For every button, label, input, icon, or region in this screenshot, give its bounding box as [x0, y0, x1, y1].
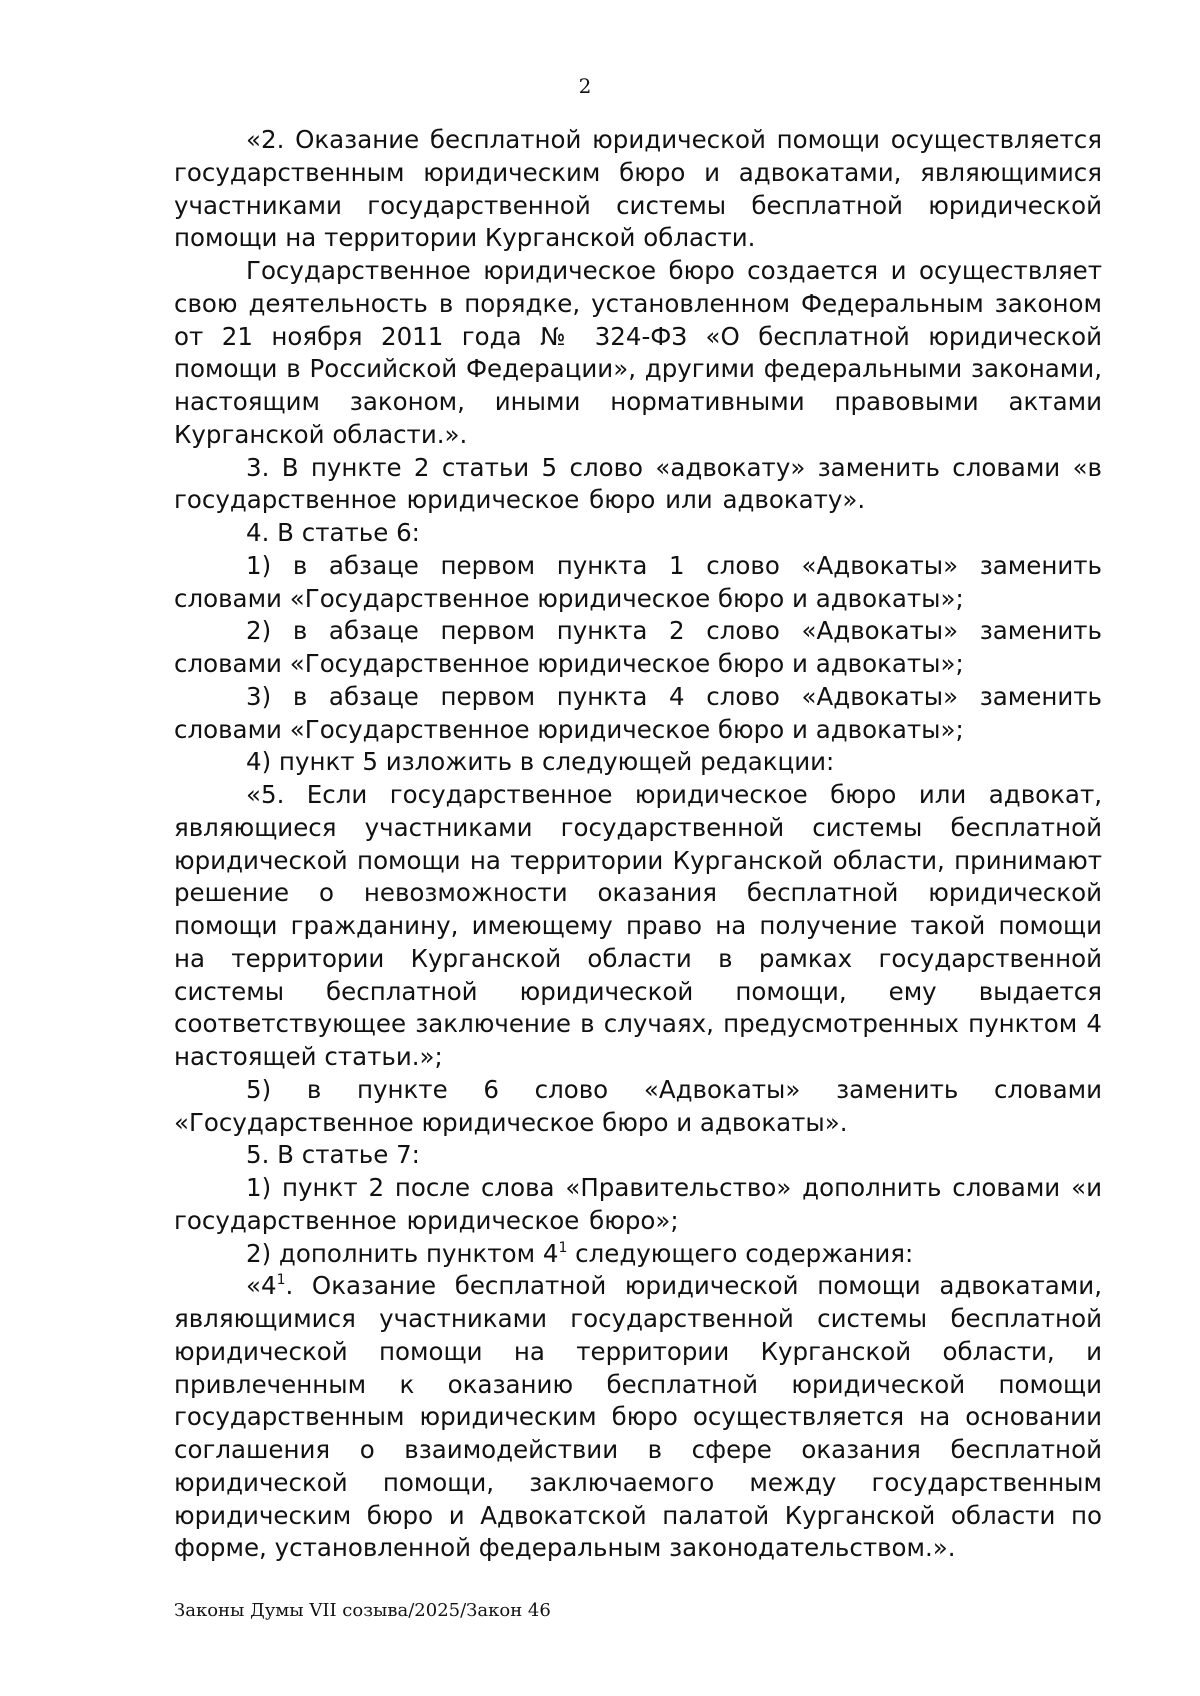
paragraph-item-3: 3. В пункте 2 статьи 5 слово «адвокату» заменить словами «в государственное юридическое бюро или адвокату».	[174, 452, 1102, 515]
paragraph-article-7-sub-2	[174, 1238, 1102, 1271]
paragraph-item-4-1-number: «4	[246, 1271, 277, 1301]
paragraph-item-2: «2. Оказание бесплатной юридической помощи осуществляется государственным юридическим бюро и адвокатами, являющимися участниками государственной системы бесплатной юридической помощи на территории Курганской области.	[174, 125, 1102, 253]
superscript: 1	[558, 1239, 568, 1256]
paragraph-item-4-1-quote	[174, 1270, 1102, 1565]
paragraph-article-6-sub-4: 4) пункт 5 изложить в следующей редакции:	[246, 747, 835, 777]
paragraph-article-7: 5. В статье 7:	[246, 1140, 420, 1170]
footer-document-reference: Законы Думы VII созыва/2025/Закон 46	[174, 1600, 551, 1621]
superscript: 1	[276, 1272, 286, 1289]
paragraph-article-7-sub-2-tail: следующего содержания:	[567, 1238, 914, 1268]
paragraph-article-6-sub-5: 5) в пункте 6 слово «Адвокаты» заменить словами «Государственное юридическое бюро и адвокаты».	[174, 1074, 1102, 1137]
paragraph-article-6-sub-3: 3) в абзаце первом пункта 4 слово «Адвокаты» заменить словами «Государственное юридическое бюро и адвокаты»;	[174, 681, 1102, 744]
paragraph-legal-bureau: Государственное юридическое бюро создается и осуществляет свою деятельность в порядке, установленном Федеральным законом от 21 ноября 2011 года № 324-ФЗ «О бесплатной юридической помощи в Российской Федерации», другими федеральными законами, настоящим законом, иными нормативными правовыми актами Курганской области.».	[174, 256, 1102, 449]
paragraph-article-7-sub-1: 1) пункт 2 после слова «Правительство» дополнить словами «и государственное юридическое бюро»;	[174, 1173, 1102, 1235]
paragraph-item-4-1-text: . Оказание бесплатной юридической помощи адвокатами, являющимися участниками государственной системы бесплатной юридической помощи на территории Курганской области, и привлеченным к оказанию бесплатной юридической помощи государственным юридическим бюро осуществляется на основании соглашения о взаимодействии в сфере оказания бесплатной юридической помощи, заключаемого между государственным юридическим бюро и Адвокатской палатой Курганской области по форме, установленной федеральным законодательством.».	[174, 1271, 1102, 1563]
paragraph-article-7-sub-2-text: 2) дополнить пунктом 4	[246, 1238, 559, 1268]
document-body	[174, 124, 1102, 1565]
paragraph-article-6: 4. В статье 6:	[246, 518, 420, 547]
paragraph-article-6-sub-1: 1) в абзаце первом пункта 1 слово «Адвокаты» заменить словами «Государственное юридическое бюро и адвокаты»;	[174, 550, 1102, 613]
paragraph-item-5-quote: «5. Если государственное юридическое бюро или адвокат, являющиеся участниками государственной системы бесплатной юридической помощи на территории Курганской области, принимают решение о невозможности оказания бесплатной юридической помощи гражданину, имеющему право на получение такой помощи на территории Курганской области в рамках государственной системы бесплатной юридической помощи, ему выдается соответствующее заключение в случаях, предусмотренных пунктом 4 настоящей статьи.»;	[174, 780, 1102, 1071]
page-number: 2	[578, 74, 592, 98]
paragraph-article-6-sub-2: 2) в абзаце первом пункта 2 слово «Адвокаты» заменить словами «Государственное юридическое бюро и адвокаты»;	[174, 616, 1102, 678]
